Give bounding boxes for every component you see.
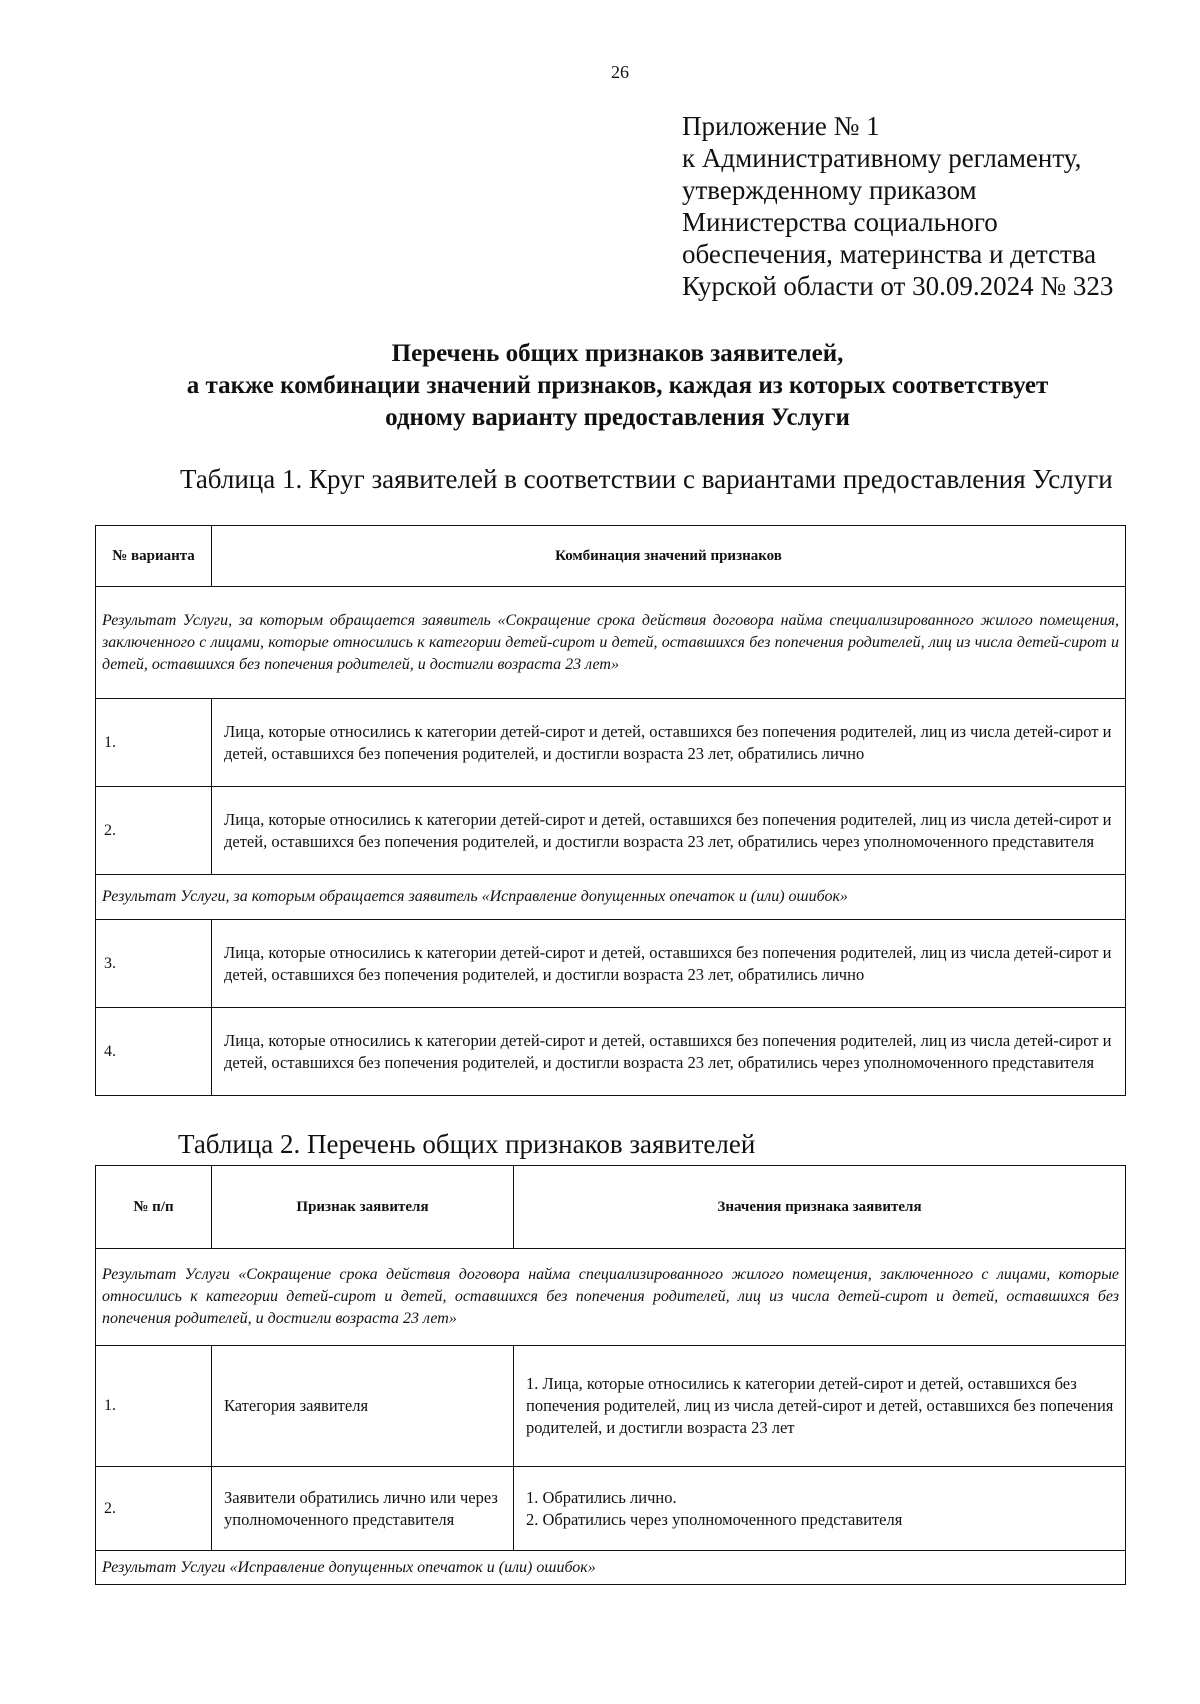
table-row xyxy=(96,787,1126,875)
title-line: а также комбинации значений признаков, каждая из которых соответствует xyxy=(186,372,1049,399)
appendix-line: обеспечения, материнства и детства xyxy=(682,239,1097,269)
appendix-line: Приложение № 1 xyxy=(682,111,880,141)
table2-header-values: Значения признака заявителя xyxy=(514,1166,1126,1249)
table1 xyxy=(95,525,1126,1096)
table1-caption: Таблица 1. Круг заявителей в соответствии с вариантами предоставления Услуги xyxy=(180,464,1113,494)
row-sign: Категория заявителя xyxy=(212,1346,514,1467)
row-number: 2. xyxy=(96,1467,212,1551)
row-text: Лица, которые относились к категории детей-сирот и детей, оставшихся без попечения родителей, лиц из числа детей-сирот и детей, оставшихся без попечения родителей, и достигли возраста 23 лет, обратились через уполномоченного представителя xyxy=(212,787,1126,875)
row-values xyxy=(514,1346,1126,1467)
title-line: одному варианту предоставления Услуги xyxy=(385,404,850,431)
row-sign: Заявители обратились лично или через уполномоченного представителя xyxy=(212,1467,514,1551)
table1-header-row xyxy=(96,526,1126,587)
appendix-line: к Административному регламенту, xyxy=(682,143,1082,173)
table2-caption: Таблица 2. Перечень общих признаков заявителей xyxy=(178,1129,756,1159)
table2-header-row xyxy=(96,1166,1126,1249)
table2-header-sign: Признак заявителя xyxy=(212,1166,514,1249)
appendix-line: утвержденному приказом xyxy=(682,175,977,205)
appendix-block xyxy=(682,110,1113,302)
row-number: 4. xyxy=(96,1008,212,1096)
row-value-line: 1. Лица, которые относились к категории детей-сирот и детей, оставшихся без попечения родителей, лиц из числа детей-сирот и детей, оставшихся без попечения родителей, и достигли возраста 23 лет xyxy=(526,1374,1114,1437)
row-values xyxy=(514,1467,1126,1551)
table-row xyxy=(96,1346,1126,1467)
table1-section-2: Результат Услуги, за которым обращается заявитель «Исправление допущенных опечаток и (или) ошибок» xyxy=(96,875,1126,920)
table-row xyxy=(96,920,1126,1008)
table2-section-1: Результат Услуги «Сокращение срока действия договора найма специализированного жилого помещения, заключенного с лицами, которые относились к категории детей-сирот и детей, оставшихся без попечения родителей, лиц из числа детей-сирот и детей, оставшихся без попечения родителей, и достигли возраста 23 лет» xyxy=(96,1249,1126,1346)
row-number: 1. xyxy=(96,699,212,787)
table1-section-row xyxy=(96,587,1126,699)
table1-header-combo: Комбинация значений признаков xyxy=(212,526,1126,587)
row-number: 1. xyxy=(96,1346,212,1467)
row-text: Лица, которые относились к категории детей-сирот и детей, оставшихся без попечения родителей, лиц из числа детей-сирот и детей, оставшихся без попечения родителей, и достигли возраста 23 лет, обратились через уполномоченного представителя xyxy=(212,1008,1126,1096)
table2-section-row xyxy=(96,1551,1126,1585)
row-number: 3. xyxy=(96,920,212,1008)
table-row xyxy=(96,1008,1126,1096)
row-text: Лица, которые относились к категории детей-сирот и детей, оставшихся без попечения родителей, лиц из числа детей-сирот и детей, оставшихся без попечения родителей, и достигли возраста 23 лет, обратились лично xyxy=(212,920,1126,1008)
table-row xyxy=(96,1467,1126,1551)
row-text: Лица, которые относились к категории детей-сирот и детей, оставшихся без попечения родителей, лиц из числа детей-сирот и детей, оставшихся без попечения родителей, и достигли возраста 23 лет, обратились лично xyxy=(212,699,1126,787)
page-number: 26 xyxy=(611,62,629,82)
table2 xyxy=(95,1165,1126,1585)
row-value-line: 1. Обратились лично. xyxy=(526,1487,677,1507)
row-number: 2. xyxy=(96,787,212,875)
table1-section-1: Результат Услуги, за которым обращается заявитель «Сокращение срока действия договора найма специализированного жилого помещения, заключенного с лицами, которые относились к категории детей-сирот и детей, оставшихся без попечения родителей, лиц из числа детей-сирот и детей, оставшихся без попечения родителей, и достигли возраста 23 лет» xyxy=(96,587,1126,699)
table1-section-row xyxy=(96,875,1126,920)
table-row xyxy=(96,699,1126,787)
title-line: Перечень общих признаков заявителей, xyxy=(391,340,844,367)
table2-section-2: Результат Услуги «Исправление допущенных опечаток и (или) ошибок» xyxy=(96,1551,1126,1585)
table2-header-num: № п/п xyxy=(96,1166,212,1249)
appendix-line: Курской области от 30.09.2024 № 323 xyxy=(682,271,1114,301)
table1-header-num: № варианта xyxy=(96,526,212,587)
appendix-line: Министерства социального xyxy=(682,207,998,237)
row-value-line: 2. Обратились через уполномоченного представителя xyxy=(526,1509,903,1529)
document-title xyxy=(95,338,1140,434)
table2-section-row xyxy=(96,1249,1126,1346)
